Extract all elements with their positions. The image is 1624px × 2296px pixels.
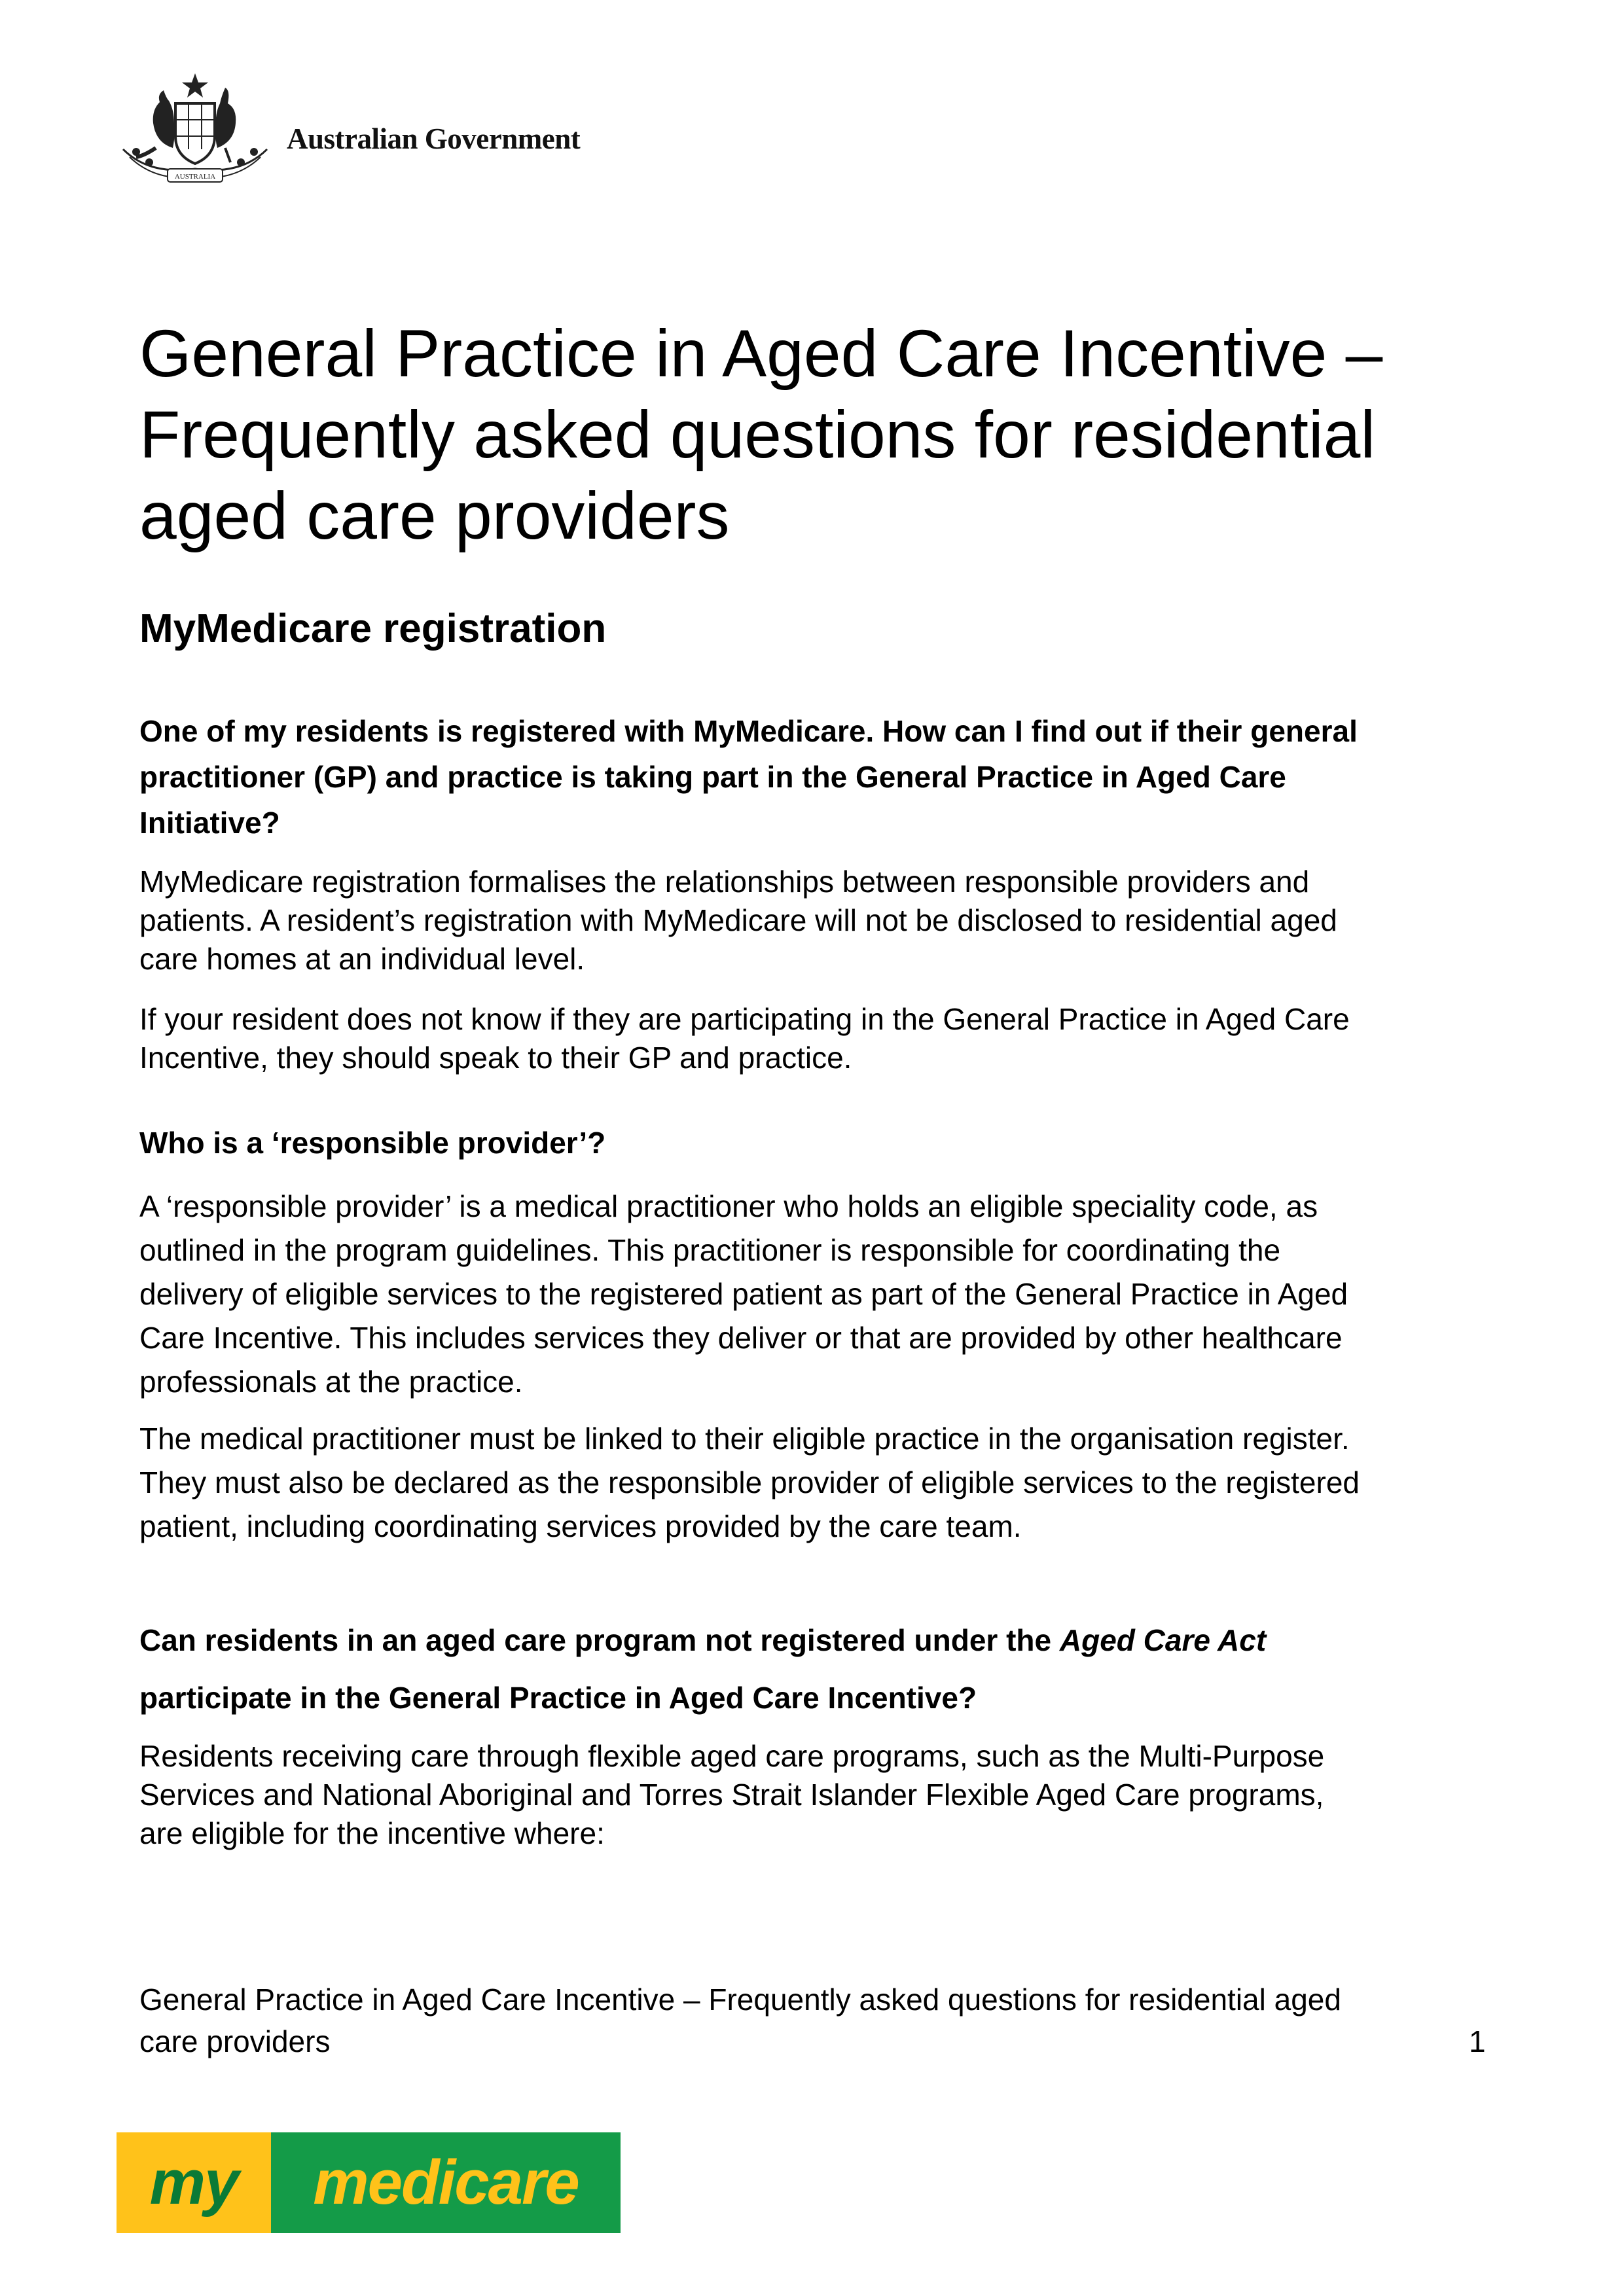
faq-question: One of my residents is registered with MyMedicare. How can I find out if their general practitioner (GP) and practice is taking part in the General Practice in Aged Care Initiative? — [139, 714, 1358, 840]
section-heading: MyMedicare registration — [139, 606, 607, 651]
footer-text: General Practice in Aged Care Incentive – Frequently asked questions for residential aged care providers — [139, 1982, 1341, 2058]
crest-motto: AUSTRALIA — [174, 173, 216, 181]
faq-answer-paragraph: A ‘responsible provider’ is a medical practitioner who holds an eligible speciality code, as outlined in the program guidelines. This practitioner is responsible for coordinating the delivery of eligible services to the registered patient as part of the General Practice in Aged Care Incentive. This includes services they deliver or that are provided by other healthcare professionals at the practice. — [139, 1189, 1348, 1399]
logo-medicare: medicare — [271, 2132, 621, 2233]
title-line: Frequently asked questions for residential — [139, 397, 1376, 472]
government-name: Australian Government — [287, 122, 581, 155]
faq-answer-paragraph: MyMedicare registration formalises the relationships between responsible providers and patients. A resident’s registration with MyMedicare will not be disclosed to residential aged care homes at an individual level. — [139, 865, 1337, 976]
title-line: General Practice in Aged Care Incentive – — [139, 316, 1383, 391]
faq-answer-paragraph: Residents receiving care through flexible aged care programs, such as the Multi-Purpose Services and National Aboriginal and Torres Strait Islander Flexible Aged Care programs, are eligible for the incentive where: — [139, 1739, 1325, 1850]
logo-my: my — [117, 2132, 271, 2233]
faq-answer-paragraph: If your resident does not know if they are participating in the General Practice in Aged Care Incentive, they should speak to their GP and practice. — [139, 1002, 1350, 1075]
page-number: 1 — [1469, 2024, 1486, 2058]
coat-of-arms-icon — [110, 71, 280, 188]
faq-question: Who is a ‘responsible provider’? — [139, 1126, 606, 1160]
title-line: aged care providers — [139, 478, 730, 553]
mymedicare-logo — [117, 2132, 621, 2233]
faq-answer-paragraph: The medical practitioner must be linked to their eligible practice in the organisation register. They must also be declared as the responsible provider of eligible services to the registered patient, including coordinating services provided by the care team. — [139, 1422, 1360, 1543]
faq-question: Can residents in an aged care program not registered under the Aged Care Act participate in the General Practice in Aged Care Incentive? — [139, 1623, 1267, 1715]
page-title — [139, 313, 1514, 556]
